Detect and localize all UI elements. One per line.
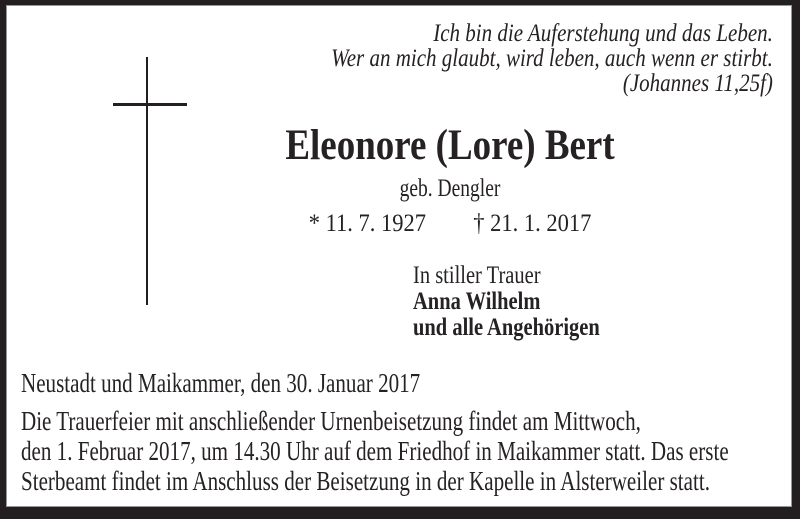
place-dateline: Neustadt und Maikammer, den 30. Januar 2017 bbox=[21, 368, 421, 398]
mourner-name: Anna Wilhelm bbox=[413, 288, 541, 315]
life-dates bbox=[100, 211, 800, 237]
mourners-block bbox=[413, 263, 641, 341]
scripture-quote bbox=[247, 21, 773, 96]
funeral-notice bbox=[21, 406, 800, 496]
funeral-line: den 1. Februar 2017, um 14.30 Uhr auf dem Friedhof in Maikammer statt. Das erste bbox=[21, 436, 729, 466]
quote-line: Ich bin die Auferstehung und das Leben. bbox=[433, 20, 773, 47]
deceased-name: Eleonore (Lore) Bert bbox=[285, 122, 615, 169]
death-date: † 21. 1. 2017 bbox=[473, 210, 592, 237]
quote-citation: (Johannes 11,25f) bbox=[622, 70, 773, 97]
maiden-name: geb. Dengler bbox=[399, 175, 501, 202]
funeral-line: Sterbeamt findet im Anschluss der Beisetzung in der Kapelle in Alsterweiler statt. bbox=[21, 466, 710, 496]
cross-horizontal-bar bbox=[113, 103, 187, 106]
cross-vertical-bar bbox=[146, 57, 148, 305]
mourner-name: und alle Angehörigen bbox=[413, 314, 600, 341]
quote-line: Wer an mich glaubt, wird leben, auch wenn er stirbt. bbox=[331, 45, 773, 72]
mourning-intro: In stiller Trauer bbox=[413, 262, 541, 289]
birth-date: * 11. 7. 1927 bbox=[308, 210, 426, 237]
life-dates-group bbox=[309, 211, 592, 237]
funeral-line: Die Trauerfeier mit anschließender Urnenbeisetzung findet am Mittwoch, bbox=[21, 406, 641, 436]
